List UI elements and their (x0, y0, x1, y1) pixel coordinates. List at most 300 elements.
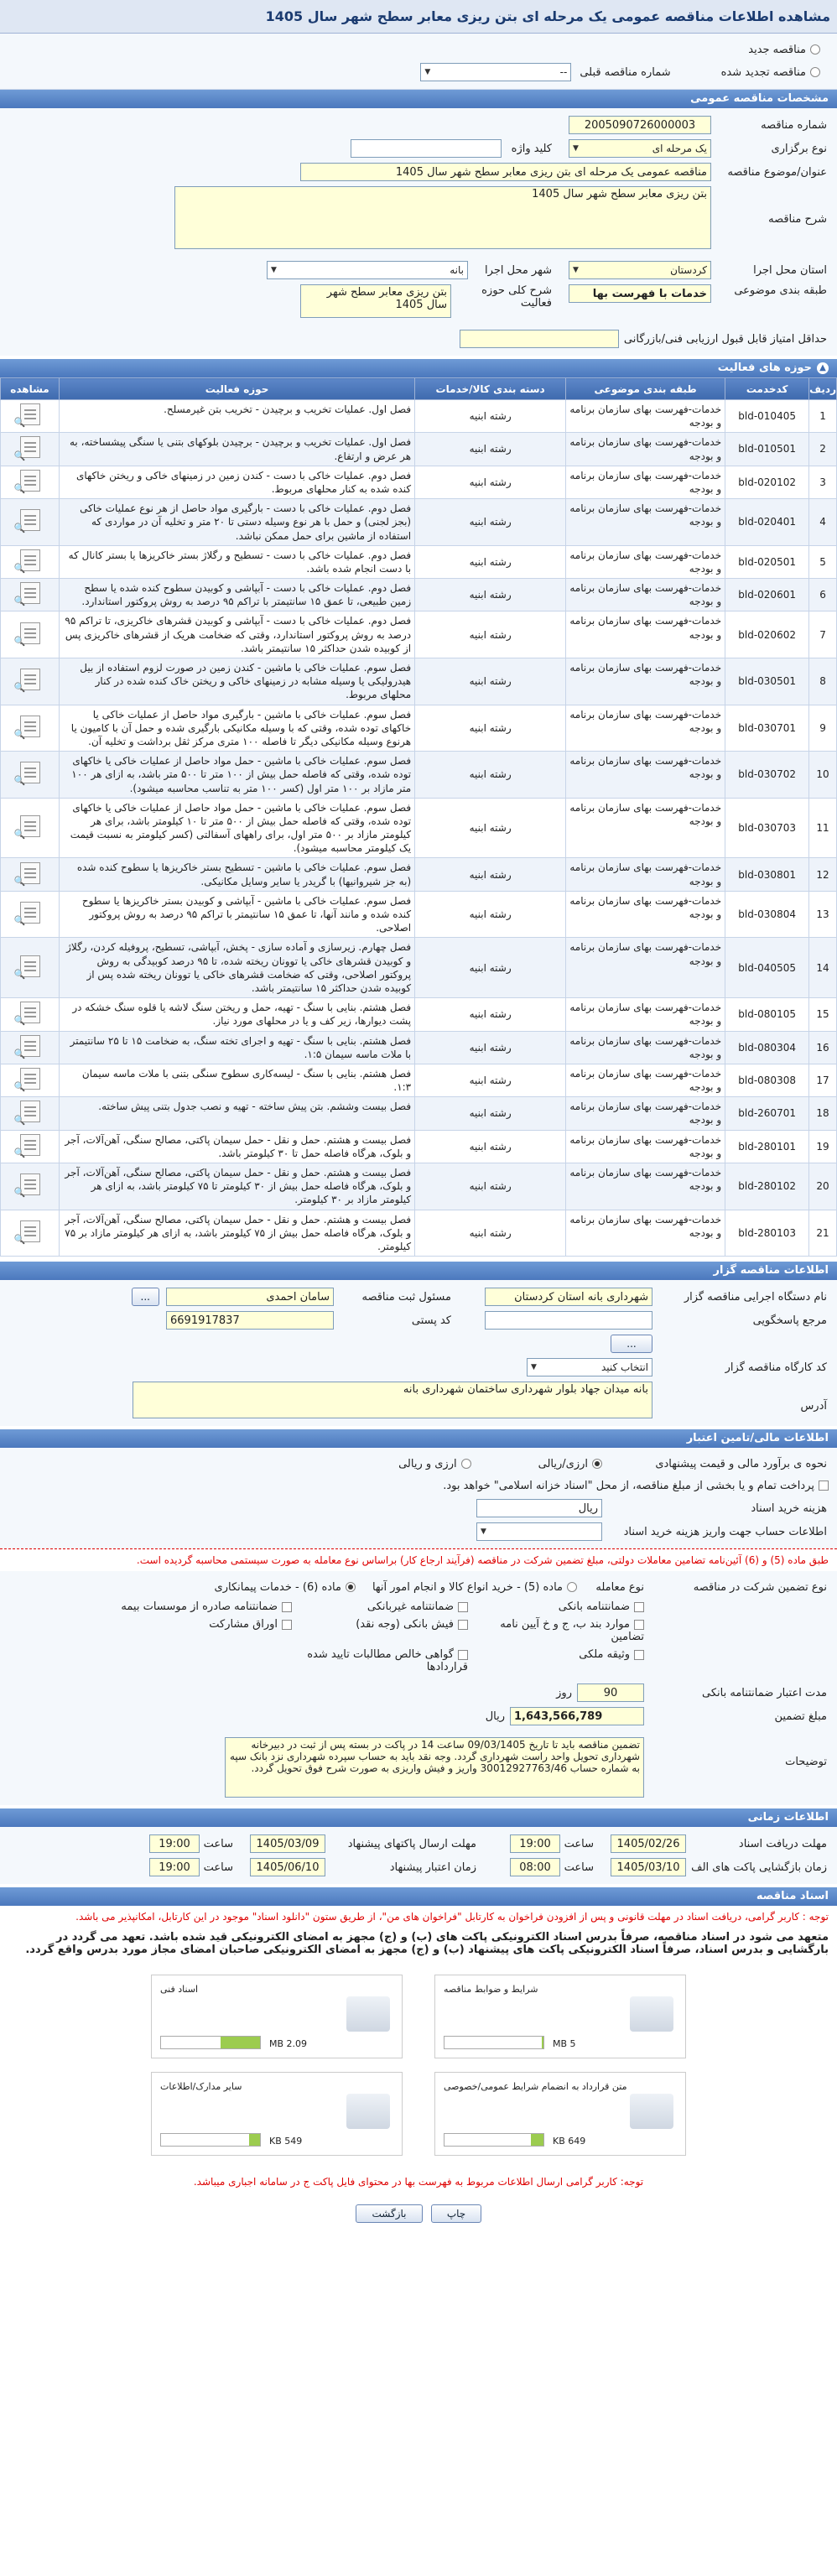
fx-radio[interactable] (461, 1459, 471, 1469)
row-activity: فصل سوم. عملیات خاکی با ماشین - حمل مواد حاصل از عملیات خاکی یا خاکهای توده شده، وقتی که فاصله حمل بیش از ۵۰۰ متر تا ۱۰ کیلومتر باشد، برای هر کیلومتر مازاد بر ۵۰۰ متر اول، برای راههای آسفالتی (کسر کیلومتر به نسبت قیمت یک کیلومتر محاسبه میشود). (60, 798, 415, 858)
back-button[interactable]: بازگشت (356, 2204, 423, 2223)
table-row (1, 579, 837, 611)
validity-time: 19:00 (149, 1858, 200, 1876)
view-document-icon[interactable] (20, 1101, 40, 1122)
postal-code-field: 6691917837 (166, 1311, 334, 1330)
row-classification: خدمات-فهرست بهای سازمان برنامه و بودجه (566, 998, 725, 1031)
opening-time: 08:00 (510, 1858, 560, 1876)
deal-type-5-label: ماده (5) - خرید انواع کالا و انجام امور آنها (372, 1580, 563, 1594)
row-number: 1 (809, 400, 837, 433)
chevron-down-icon: ▼ (573, 144, 579, 153)
view-document-icon[interactable] (20, 1002, 40, 1023)
table-row (1, 1097, 837, 1130)
responsible-field: سامان احمدی (166, 1288, 334, 1306)
row-category: رشته ابنیه (415, 938, 566, 998)
row-activity: فصل دوم. عملیات خاکی با دست - کندن زمین در زمینهای خاکی و ریختن خاکهای کنده شده به کنار محلهای مربوط. (60, 466, 415, 498)
row-category: رشته ابنیه (415, 998, 566, 1031)
service-code: bld-080105 (725, 998, 809, 1031)
treasury-label: پرداخت تمام و یا بخشی از مبلغ مناقصه، از محل "اسناد خزانه اسلامی" خواهد بود. (443, 1479, 814, 1492)
row-classification: خدمات-فهرست بهای سازمان برنامه و بودجه (566, 545, 725, 578)
guarantee-option (292, 1616, 468, 1646)
row-category: رشته ابنیه (415, 400, 566, 433)
row-activity: فصل سوم. عملیات خاکی با ماشین - کندن زمین در صورت لزوم استفاده از بیل هیدرولیکی یا وسیله مشابه در زمینهای خاکی و ریختن خاک کنده شده در کنار محلهای مربوط. (60, 658, 415, 705)
guarantee-amount-unit: ریال (485, 1710, 505, 1723)
row-activity: فصل دوم. عملیات خاکی با دست - آبپاشی و کوبیدن سطوح کنده شده یا سطح زمین طبیعی، تا عمق ۱۵ سانتیمتر با تراکم ۹۵ درصد به روش پروکتور استاندارد. (60, 579, 415, 611)
row-category: رشته ابنیه (415, 1210, 566, 1257)
view-cell (1, 545, 60, 578)
tender-number-field: 2005090726000003 (569, 116, 711, 134)
col-header-category: دسته بندی کالا/خدمات (415, 378, 566, 400)
file-size-meter (444, 2133, 544, 2147)
doc-fee-field (476, 1499, 602, 1517)
reference-label: مرجع پاسخگویی (752, 1314, 827, 1327)
row-number: 2 (809, 433, 837, 466)
row-classification: خدمات-فهرست بهای سازمان برنامه و بودجه (566, 798, 725, 858)
row-number: 6 (809, 579, 837, 611)
guarantee-option-checkbox[interactable] (634, 1602, 644, 1612)
service-code: bld-030702 (725, 752, 809, 799)
row-activity: فصل اول. عملیات تخریب و برچیدن - تخریب بتن غیرمسلح. (60, 400, 415, 433)
view-document-icon[interactable] (20, 1035, 40, 1057)
view-cell (1, 611, 60, 658)
table-row (1, 499, 837, 546)
table-row (1, 611, 837, 658)
view-cell (1, 466, 60, 498)
row-classification: خدمات-فهرست بهای سازمان برنامه و بودجه (566, 1064, 725, 1096)
print-button[interactable]: چاپ (431, 2204, 481, 2223)
action-bar (0, 2204, 837, 2223)
row-category: رشته ابنیه (415, 611, 566, 658)
row-category: رشته ابنیه (415, 1130, 566, 1163)
service-code: bld-010501 (725, 433, 809, 466)
table-row (1, 1210, 837, 1257)
renewed-tender-label: مناقصه تجدید شده (720, 65, 806, 79)
responsible-lookup-button[interactable]: ... (132, 1288, 159, 1306)
tender-status-panel (0, 34, 837, 90)
province-label: استان محل اجرا (753, 263, 827, 277)
keyword-label: کلید واژه (511, 142, 552, 155)
view-cell (1, 798, 60, 858)
reference-lookup-button[interactable]: ... (611, 1335, 652, 1353)
account-select[interactable] (476, 1522, 602, 1541)
page-title: مشاهده اطلاعات مناقصه عمومی یک مرحله ای بتن ریزی معابر سطح شهر سال 1405 (0, 0, 837, 34)
row-classification: خدمات-فهرست بهای سازمان برنامه و بودجه (566, 579, 725, 611)
service-code: bld-280101 (725, 1130, 809, 1163)
view-cell (1, 938, 60, 998)
row-classification: خدمات-فهرست بهای سازمان برنامه و بودجه (566, 752, 725, 799)
view-document-icon[interactable] (20, 582, 40, 604)
view-cell (1, 579, 60, 611)
row-number: 17 (809, 1064, 837, 1096)
time-panel (0, 1827, 837, 1884)
org-name-field: شهرداری بانه استان کردستان (485, 1288, 652, 1306)
file-size-fill (542, 2037, 543, 2048)
view-document-icon[interactable] (20, 1220, 40, 1242)
postal-code-label: کد پستی (411, 1314, 451, 1327)
view-document-icon[interactable] (20, 955, 40, 977)
guarantee-option-checkbox[interactable] (282, 1620, 292, 1630)
renewed-tender-radio[interactable] (810, 67, 820, 77)
doc-deadline-date: 1405/02/26 (611, 1834, 686, 1853)
view-document-icon[interactable] (20, 1174, 40, 1195)
row-number: 7 (809, 611, 837, 658)
row-activity: فصل چهارم. زیرسازی و آماده سازی - پخش، آبپاشی، تسطیح، پروفیله کردن، رگلاژ و کوبیدن قشرهای خاکی یا توونان ریخته شده، تا ۹۵ درصد کوبیدگی به روش پروکتور اصلاحی، وقتی که ضخامت قشرهای خاکی یا توونان ریخته شده پس از کوبیده شدن حداکثر ۱۵ سانتیمتر باشد. (60, 938, 415, 998)
view-cell (1, 658, 60, 705)
row-classification: خدمات-فهرست بهای سازمان برنامه و بودجه (566, 1210, 725, 1257)
row-activity: فصل دوم. عملیات خاکی با دست - بارگیری مواد حاصل از هر نوع عملیات خاکی (بجز لجنی) و حمل با هر نوع وسیله دستی تا ۲۰ متر و تخلیه آن در مواردی که استفاده از ماشین برای حمل ممکن نباشد. (60, 499, 415, 546)
guarantee-option-checkbox[interactable] (458, 1620, 468, 1630)
row-classification: خدمات-فهرست بهای سازمان برنامه و بودجه (566, 499, 725, 546)
new-tender-label: مناقصه جدید (748, 43, 806, 56)
file-size-meter (160, 2036, 261, 2049)
hour-label: ساعت (203, 1837, 233, 1850)
tender-desc-label: شرح مناقصه (768, 213, 827, 226)
view-document-icon[interactable] (20, 622, 40, 644)
view-document-icon[interactable] (20, 436, 40, 458)
service-code: bld-280103 (725, 1210, 809, 1257)
folder-icon (630, 1996, 673, 2032)
guarantee-option-label: موارد بند ب، ج و خ آیین نامه تضامین (500, 1618, 644, 1644)
view-cell (1, 705, 60, 752)
file-size-meter (160, 2133, 261, 2147)
view-document-icon[interactable] (20, 470, 40, 492)
address-field: بانه میدان جهاد بلوار شهرداری ساختمان شهرداری بانه (133, 1382, 652, 1418)
activity-desc-label: شرح کلی حوزه فعالیت (481, 284, 552, 310)
file-size-fill (221, 2037, 260, 2048)
guarantee-option-checkbox[interactable] (458, 1650, 468, 1660)
city-value: بانه (450, 264, 464, 276)
send-deadline-date: 1405/03/09 (250, 1834, 325, 1853)
guarantee-option (468, 1616, 644, 1646)
row-number: 5 (809, 545, 837, 578)
section-time-header: اطلاعات زمانی (0, 1808, 837, 1827)
guarantee-panel (0, 1571, 837, 1805)
row-category: رشته ابنیه (415, 1031, 566, 1064)
hour-label: ساعت (564, 1837, 594, 1850)
col-header-activity: حوزه فعالیت (60, 378, 415, 400)
service-code: bld-030501 (725, 658, 809, 705)
view-document-icon[interactable] (20, 1134, 40, 1156)
folder-icon (346, 1996, 390, 2032)
row-activity: فصل دوم. عملیات خاکی با دست - تسطیح و رگلاژ بستر خاکریزها یا بستر کانال که با دست انجام شده باشد. (60, 545, 415, 578)
row-activity: فصل سوم. عملیات خاکی با ماشین - حمل مواد حاصل از عملیات خاکی یا خاکهای توده شده، وقتی که فاصله حمل بیش از ۱۰۰ متر تا ۵۰۰ متر باشد، به ازای هر ۱۰۰ متر مازاد بر ۱۰۰ متر اول (کسر ۱۰۰ متر به تناسب محاسبه میشود). (60, 752, 415, 799)
view-cell (1, 1163, 60, 1210)
guarantee-option-label: ضمانتنامه بانکی (558, 1600, 630, 1614)
view-cell (1, 1210, 60, 1257)
view-cell (1, 400, 60, 433)
rial-radio[interactable] (592, 1459, 602, 1469)
row-classification: خدمات-فهرست بهای سازمان برنامه و بودجه (566, 1130, 725, 1163)
row-activity: فصل هشتم. بنایی با سنگ - تهیه، حمل و ریختن سنگ لاشه یا قلوه سنگ خشکه در پشت دیوارها، زیر کف و یا در محلهای مورد نیاز. (60, 998, 415, 1031)
section-docs-header: اسناد مناقصه (0, 1887, 837, 1906)
chevron-down-icon: ▼ (271, 266, 277, 274)
view-cell (1, 858, 60, 891)
tender-title-label: عنوان/موضوع مناقصه (727, 165, 827, 179)
spec-panel (0, 108, 837, 356)
row-number: 4 (809, 499, 837, 546)
row-classification: خدمات-فهرست بهای سازمان برنامه و بودجه (566, 658, 725, 705)
guarantee-amount-label: مبلغ تضمین (774, 1710, 827, 1723)
responsible-label: مسئول ثبت مناقصه (361, 1290, 451, 1304)
row-activity: فصل دوم. عملیات خاکی با دست - آبپاشی و کوبیدن قشرهای خاکریزی، تا تراکم ۹۵ درصد به روش پروکتور استاندارد، وقتی که ضخامت هریک از قشرهای خاکریزی پس از کوبیده شدن حداکثر ۱۵ سانتیمتر باشد. (60, 611, 415, 658)
activity-section-title: حوزه های فعالیت (717, 362, 812, 374)
row-number: 3 (809, 466, 837, 498)
validity-label: زمان اعتبار پیشنهاد (389, 1860, 476, 1874)
file-box[interactable] (151, 2072, 403, 2156)
view-document-icon[interactable] (20, 403, 40, 425)
row-activity: فصل بیست و هشتم. حمل و نقل - حمل سیمان پاکتی، مصالح سنگی، آهن‌آلات، آجر و بلوک، هرگاه فاصله حمل بیش از ۳۰ کیلومتر تا ۷۵ کیلومتر باشد، به ازای هر کیلومتر مازاد بر ۳۰ کیلومتر. (60, 1163, 415, 1210)
guarantee-option (292, 1646, 468, 1676)
view-cell (1, 499, 60, 546)
row-number: 20 (809, 1163, 837, 1210)
row-category: رشته ابنیه (415, 858, 566, 891)
treasury-checkbox[interactable] (819, 1481, 829, 1491)
send-deadline-time: 19:00 (149, 1834, 200, 1853)
guarantee-option-checkbox[interactable] (458, 1602, 468, 1612)
table-row (1, 1064, 837, 1096)
row-category: رشته ابنیه (415, 466, 566, 498)
row-number: 13 (809, 891, 837, 938)
city-label: شهر محل اجرا (485, 263, 552, 277)
view-document-icon[interactable] (20, 549, 40, 571)
row-category: رشته ابنیه (415, 545, 566, 578)
prev-tender-select[interactable] (420, 63, 571, 81)
tender-desc-field: بتن ریزی معابر سطح شهر سال 1405 (174, 186, 711, 249)
guarantee-option-checkbox[interactable] (634, 1620, 644, 1630)
table-row (1, 433, 837, 466)
duration-label: مدت اعتبار ضمانتنامه بانکی (702, 1686, 827, 1699)
prev-tender-label: شماره مناقصه قبلی (580, 65, 671, 79)
doc-fee-label: هزینه خرید اسناد (751, 1501, 827, 1515)
row-classification: خدمات-فهرست بهای سازمان برنامه و بودجه (566, 1097, 725, 1130)
table-row (1, 705, 837, 752)
chevron-down-icon: ▼ (424, 68, 431, 76)
file-box[interactable] (434, 1975, 686, 2058)
guarantee-option (468, 1598, 644, 1616)
row-classification: خدمات-فهرست بهای سازمان برنامه و بودجه (566, 938, 725, 998)
row-number: 11 (809, 798, 837, 858)
row-category: رشته ابنیه (415, 499, 566, 546)
service-code: bld-030701 (725, 705, 809, 752)
file-name: شرایط و ضوابط مناقصه (444, 1984, 538, 1996)
table-header-row (1, 378, 837, 400)
row-number: 19 (809, 1130, 837, 1163)
row-classification: خدمات-فهرست بهای سازمان برنامه و بودجه (566, 858, 725, 891)
rial-label: ارزی/ریالی (538, 1457, 588, 1470)
account-label: اطلاعات حساب جهت واریز هزینه خرید اسناد (623, 1525, 827, 1538)
folder-icon (630, 2094, 673, 2129)
row-activity: فصل بیست و هشتم. حمل و نقل - حمل سیمان پاکتی، مصالح سنگی، آهن‌آلات، آجر و بلوک، هرگاه فاصله حمل تا ۳۰ کیلومتر باشد. (60, 1130, 415, 1163)
keyword-field[interactable] (351, 139, 502, 158)
view-cell (1, 891, 60, 938)
view-cell (1, 433, 60, 466)
prev-tender-value: -- (559, 66, 568, 78)
file-name: سایر مدارک/اطلاعات (160, 2081, 242, 2093)
view-document-icon[interactable] (20, 815, 40, 837)
estimate-method-label: نحوه ی برآورد مالی و قیمت پیشنهادی (655, 1457, 827, 1470)
guarantee-option-label: گواهی خالص مطالبات تایید شده قراردادها (307, 1648, 468, 1674)
section-spec-header: مشخصات مناقصه عمومی (0, 90, 837, 108)
new-tender-radio[interactable] (810, 44, 820, 55)
table-row (1, 545, 837, 578)
tender-number-label: شماره مناقصه (761, 118, 827, 132)
view-document-icon[interactable] (20, 862, 40, 884)
row-activity: فصل هشتم. بنایی با سنگ - لیسه‌کاری سطوح سنگی بتنی با ملات ماسه سیمان ۱:۳. (60, 1064, 415, 1096)
site-code-value: انتخاب کنید (600, 1361, 648, 1374)
table-row (1, 858, 837, 891)
duration-field: 90 (577, 1684, 644, 1702)
row-category: رشته ابنیه (415, 705, 566, 752)
table-row (1, 400, 837, 433)
notes-field: تضمین مناقصه باید تا تاریخ 09/03/1405 ساعت 14 در پاکت در بسته پس از ثبت در دبیرخانه شهرداری تحویل واحد راست شهرداری گردد. وجه نقد باید به حساب سپرده شهرداری نزد بانک سپه به شماره حساب 30012927763/46 واریز و فیش واریزی به صورت شرح فوق تحویل گردد. (225, 1737, 644, 1798)
holding-type-select[interactable] (569, 139, 711, 158)
view-cell (1, 1130, 60, 1163)
row-activity: فصل سوم. عملیات خاکی با ماشین - تسطیح بستر خاکریزها یا سطوح کنده شده (به جز شیروانیها) با گریدر یا سایر وسایل مکانیکی. (60, 858, 415, 891)
view-document-icon[interactable] (20, 902, 40, 924)
site-code-label: کد کارگاه مناقصه گزار (725, 1361, 827, 1374)
doc-deadline-label: مهلت دریافت اسناد (738, 1837, 827, 1850)
row-number: 8 (809, 658, 837, 705)
site-code-select[interactable] (527, 1358, 652, 1376)
table-row (1, 798, 837, 858)
view-document-icon[interactable] (20, 669, 40, 690)
activity-table-body (1, 400, 837, 1257)
guarantee-note: طبق ماده (5) و (6) آئین‌نامه تضامین معاملات دولتی، مبلغ تضمین شرکت در مناقصه (فرآیند ارجاع کار) براساس نوع معامله به صورت سیستمی محاسبه گردیده است. (0, 1548, 837, 1571)
address-label: آدرس (800, 1400, 827, 1413)
row-number: 18 (809, 1097, 837, 1130)
chevron-down-icon: ▼ (481, 1527, 486, 1537)
file-size: 5 MB (553, 2038, 576, 2050)
collapse-icon[interactable]: ▲ (817, 362, 829, 374)
deal-type-6-radio[interactable] (346, 1582, 356, 1592)
province-value: کردستان (670, 264, 707, 276)
guarantee-option (116, 1616, 292, 1646)
guarantee-option-checkbox[interactable] (282, 1602, 292, 1612)
file-size: 2.09 MB (269, 2038, 308, 2050)
guarantee-option-label: وثیقه ملکی (579, 1648, 630, 1662)
tender-title-field: مناقصه عمومی یک مرحله ای بتن ریزی معابر سطح شهر سال 1405 (300, 163, 711, 181)
holding-type-value: یک مرحله ای (652, 143, 707, 154)
row-activity: فصل سوم. عملیات خاکی با ماشین - آبپاشی و کوبیدن بستر خاکریزها یا سطوح کنده شده و مانند آنها، تا عمق ۱۵ سانتیمتر با تراکم ۹۵ درصد به روش پروکتور اصلاحی. (60, 891, 415, 938)
city-select[interactable] (267, 261, 468, 279)
row-activity: فصل بیست وششم. بتن پیش ساخته - تهیه و نصب جدول بتنی پیش ساخته. (60, 1097, 415, 1130)
row-number: 14 (809, 938, 837, 998)
view-document-icon[interactable] (20, 1068, 40, 1090)
col-header-row: ردیف (809, 378, 837, 400)
file-box[interactable] (151, 1975, 403, 2058)
guarantee-option-label: ضمانتنامه غیربانکی (367, 1600, 454, 1614)
duration-unit: روز (556, 1686, 572, 1699)
guarantee-amount-field: 1,643,566,789 (510, 1707, 644, 1725)
activity-desc-field: بتن ریزی معابر سطح شهر سال 1405 (300, 284, 451, 318)
row-category: رشته ابنیه (415, 579, 566, 611)
row-classification: خدمات-فهرست بهای سازمان برنامه و بودجه (566, 1031, 725, 1064)
table-row (1, 752, 837, 799)
min-score-label: حداقل امتیاز قابل قبول ارزیابی فنی/بازرگانی (623, 332, 827, 346)
reference-field (485, 1311, 652, 1330)
row-category: رشته ابنیه (415, 433, 566, 466)
row-number: 21 (809, 1210, 837, 1257)
row-number: 16 (809, 1031, 837, 1064)
row-category: رشته ابنیه (415, 1163, 566, 1210)
table-row (1, 658, 837, 705)
chevron-down-icon: ▼ (573, 266, 579, 274)
table-row (1, 466, 837, 498)
file-size-meter (444, 2036, 544, 2049)
org-name-label: نام دستگاه اجرایی مناقصه گزار (684, 1290, 827, 1304)
service-code: bld-010405 (725, 400, 809, 433)
file-box[interactable] (434, 2072, 686, 2156)
row-classification: خدمات-فهرست بهای سازمان برنامه و بودجه (566, 466, 725, 498)
service-code: bld-030703 (725, 798, 809, 858)
view-cell (1, 1064, 60, 1096)
col-header-view: مشاهده (1, 378, 60, 400)
row-activity: فصل هشتم. بنایی با سنگ - تهیه و اجرای تخته سنگ، به ضخامت ۱۵ تا ۲۵ سانتیمتر با ملات ماسه سیمان ۱:۵. (60, 1031, 415, 1064)
province-select[interactable] (569, 261, 711, 279)
table-row (1, 938, 837, 998)
chevron-down-icon: ▼ (531, 1363, 537, 1372)
table-row (1, 1031, 837, 1064)
service-code: bld-020401 (725, 499, 809, 546)
row-classification: خدمات-فهرست بهای سازمان برنامه و بودجه (566, 433, 725, 466)
row-classification: خدمات-فهرست بهای سازمان برنامه و بودجه (566, 611, 725, 658)
row-number: 10 (809, 752, 837, 799)
classification-field: خدمات با فهرست بها (569, 284, 711, 303)
view-document-icon[interactable] (20, 509, 40, 531)
deal-type-label: نوع معامله (595, 1580, 644, 1594)
doc-fee-unit: ریال (578, 1501, 598, 1515)
service-code: bld-040505 (725, 938, 809, 998)
guarantee-option-checkbox[interactable] (634, 1650, 644, 1660)
activity-section-header (0, 359, 837, 377)
file-name: اسناد فنی (160, 1984, 199, 1996)
deal-type-5-radio[interactable] (567, 1582, 577, 1592)
service-code: bld-020102 (725, 466, 809, 498)
file-size: 649 KB (553, 2136, 586, 2147)
file-size: 549 KB (269, 2136, 303, 2147)
view-document-icon[interactable] (20, 762, 40, 783)
col-header-classification: طبقه بندی موضوعی (566, 378, 725, 400)
holding-type-label: نوع برگزاری (771, 142, 827, 155)
table-row (1, 891, 837, 938)
view-cell (1, 998, 60, 1031)
guarantee-option-label: ضمانتنامه صادره از موسسات بیمه (121, 1600, 278, 1614)
file-size-fill (249, 2134, 260, 2146)
files-grid (0, 1959, 837, 2171)
files-note: توجه: کاربر گرامی ارسال اطلاعات مربوط به فهرست بها در محتوای فایل پاکت ج در سامانه اجباری میباشد. (193, 2176, 644, 2188)
table-row (1, 1130, 837, 1163)
folder-icon (346, 2094, 390, 2129)
service-code: bld-030804 (725, 891, 809, 938)
guarantee-option-label: فیش بانکی (وجه نقد) (356, 1618, 454, 1631)
docs-commitment: متعهد می شود در اسناد مناقصه، صرفاً بدرس اسناد الکترونیکی پاکت های (ب) و (ج) مجهز به امضای الکترونیکی قید شده باشد. تعهد می گردد در بارگشایی و بدرس اسناد، صرفاً اسناد الکترونیکی پاکت های پیشنهاد (ب) و (ج) مجهز به امضای الکترونیکی صاحبان امضای مجاز مورد بدرس واقع گردد. (25, 1931, 829, 1957)
row-number: 15 (809, 998, 837, 1031)
service-code: bld-280102 (725, 1163, 809, 1210)
row-number: 12 (809, 858, 837, 891)
view-cell (1, 1031, 60, 1064)
opening-date: 1405/03/10 (611, 1858, 686, 1876)
table-row (1, 998, 837, 1031)
row-category: رشته ابنیه (415, 658, 566, 705)
view-document-icon[interactable] (20, 716, 40, 737)
service-code: bld-020602 (725, 611, 809, 658)
notes-label: توضیحات (785, 1756, 827, 1769)
validity-date: 1405/06/10 (250, 1858, 325, 1876)
deal-type-6-label: ماده (6) - خدمات پیمانکاری (214, 1580, 341, 1594)
hour-label: ساعت (564, 1860, 594, 1874)
service-code: bld-080308 (725, 1064, 809, 1096)
guarantee-option-label: اوراق مشارکت (209, 1618, 278, 1631)
